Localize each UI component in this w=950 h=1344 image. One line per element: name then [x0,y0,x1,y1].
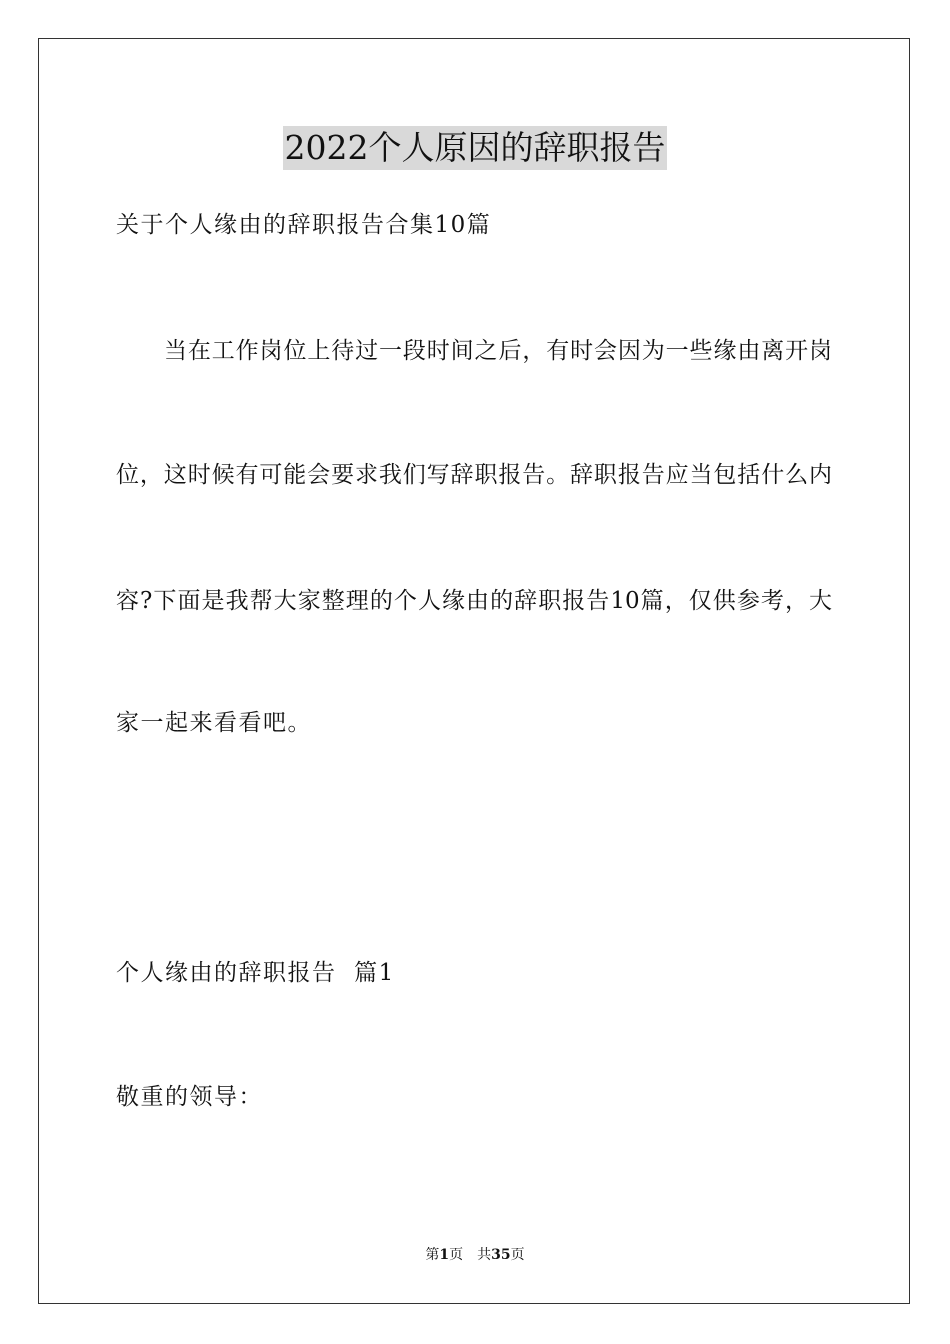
footer-total-suffix: 页 [510,1247,525,1263]
footer-total-pages: 35 [491,1247,511,1263]
footer-total-prefix: 共 [477,1247,492,1263]
footer-page-suffix: 页 [449,1247,464,1263]
title-container [0,126,950,170]
page-footer [0,1246,950,1264]
intro-line-1: 当在工作岗位上待过一段时间之后，有时会因为一些缘由离开岗 [164,338,832,364]
footer-page-prefix: 第 [425,1247,440,1263]
footer-page-number: 1 [439,1247,450,1263]
intro-line-3: 容?下面是我帮大家整理的个人缘由的辞职报告10篇，仅供参考，大 [116,588,832,614]
document-subtitle: 关于个人缘由的辞职报告合集10篇 [116,212,492,238]
intro-line-2: 位，这时候有可能会要求我们写辞职报告。辞职报告应当包括什么内 [116,462,832,488]
salutation: 敬重的领导： [116,1084,263,1110]
intro-line-4: 家一起来看看吧。 [116,710,312,736]
section-heading: 个人缘由的辞职报告 篇1 [116,960,395,986]
document-title: 2022个人原因的辞职报告 [283,126,668,170]
